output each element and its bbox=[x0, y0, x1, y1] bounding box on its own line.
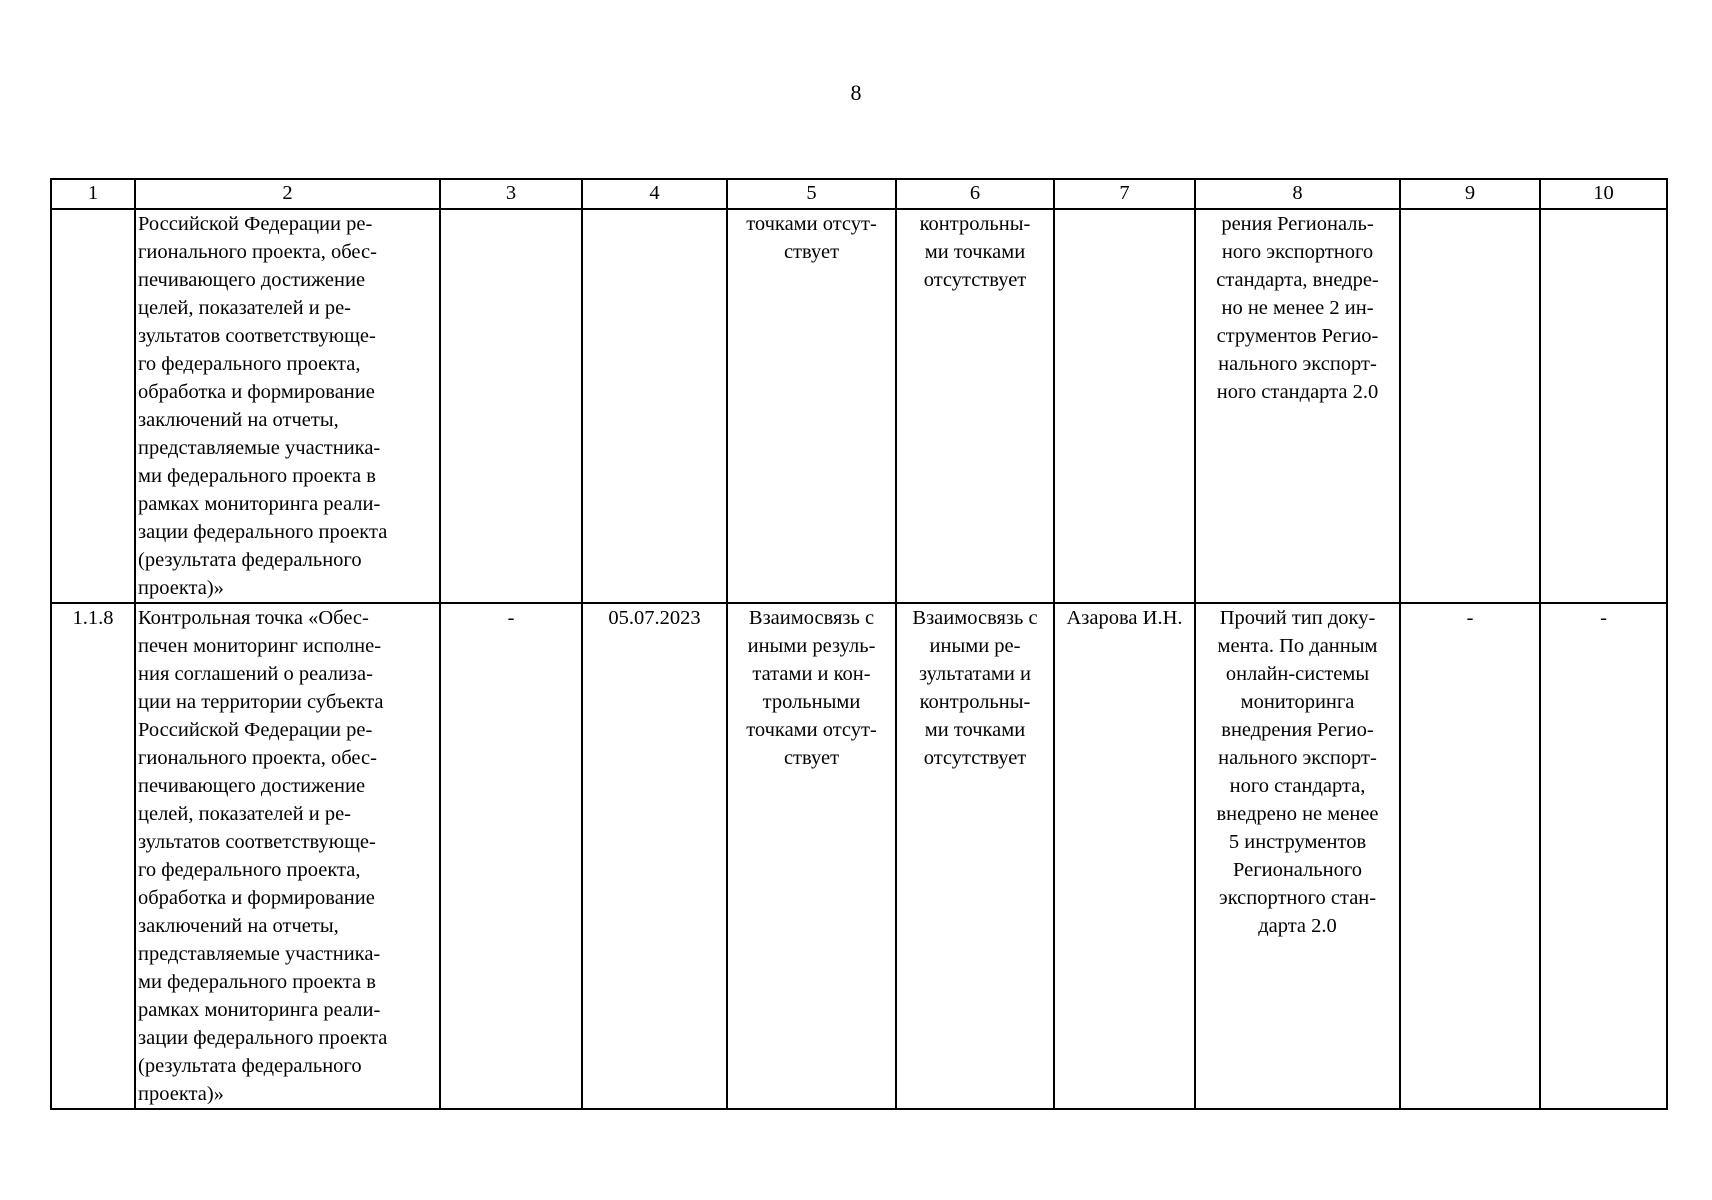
page-number: 8 bbox=[850, 80, 862, 105]
plan-table bbox=[50, 178, 1668, 1110]
column-9-cell bbox=[1400, 209, 1540, 603]
header-cell-5: 5 bbox=[727, 179, 896, 209]
control-point-name-cell: Российской Федерации ре- гионального проекта, обес- печивающего достижение целей, показателей и ре- зультатов соответствующе- го федерального проекта, обработка и формирование заключений на отчеты, представляемые участника- ми федерального проекта в рамках мониторинга реали- зации федерального проекта (результата федерального проекта)» bbox=[135, 209, 440, 603]
column-10-cell: - bbox=[1540, 603, 1667, 1109]
document-type-cell: Прочий тип доку- мента. По данным онлайн-системы мониторинга внедрения Регио- нального экспорт- ного стандарта, внедрено не менее 5 инструментов Регионального экспортного стан- дарта 2.0 bbox=[1195, 603, 1400, 1109]
table-row bbox=[51, 209, 1667, 603]
header-cell-4: 4 bbox=[582, 179, 727, 209]
row-number-cell bbox=[51, 209, 135, 603]
relation-cell-2: Взаимосвязь с иными ре- зультатами и контрольны- ми точками отсутствует bbox=[896, 603, 1054, 1109]
column-9-cell: - bbox=[1400, 603, 1540, 1109]
date-cell bbox=[582, 209, 727, 603]
header-cell-2: 2 bbox=[135, 179, 440, 209]
responsible-cell bbox=[1054, 209, 1195, 603]
row-number-cell: 1.1.8 bbox=[51, 603, 135, 1109]
relation-cell-2: контрольны- ми точками отсутствует bbox=[896, 209, 1054, 603]
header-cell-9: 9 bbox=[1400, 179, 1540, 209]
control-point-name-cell: Контрольная точка «Обес- печен мониторинг исполне- ния соглашений о реализа- ции на территории субъекта Российской Федерации ре- гионального проекта, обес- печивающего достижение целей, показателей и ре- зультатов соответствующе- го федерального проекта, обработка и формирование заключений на отчеты, представляемые участника- ми федерального проекта в рамках мониторинга реали- зации федерального проекта (результата федерального проекта)» bbox=[135, 603, 440, 1109]
relation-cell: точками отсут- ствует bbox=[727, 209, 896, 603]
header-cell-3: 3 bbox=[440, 179, 582, 209]
header-cell-6: 6 bbox=[896, 179, 1054, 209]
column-3-cell bbox=[440, 209, 582, 603]
table-row bbox=[51, 603, 1667, 1109]
header-cell-10: 10 bbox=[1540, 179, 1667, 209]
column-3-cell: - bbox=[440, 603, 582, 1109]
header-cell-7: 7 bbox=[1054, 179, 1195, 209]
table-header-row bbox=[51, 179, 1667, 209]
responsible-cell: Азарова И.Н. bbox=[1054, 603, 1195, 1109]
header-cell-8: 8 bbox=[1195, 179, 1400, 209]
date-cell: 05.07.2023 bbox=[582, 603, 727, 1109]
relation-cell: Взаимосвязь с иными резуль- татами и кон- трольными точками отсут- ствует bbox=[727, 603, 896, 1109]
document-type-cell: рения Региональ- ного экспортного стандарта, внедре- но не менее 2 ин- струментов Регио- нального экспорт- ного стандарта 2.0 bbox=[1195, 209, 1400, 603]
column-10-cell bbox=[1540, 209, 1667, 603]
header-cell-1: 1 bbox=[51, 179, 135, 209]
